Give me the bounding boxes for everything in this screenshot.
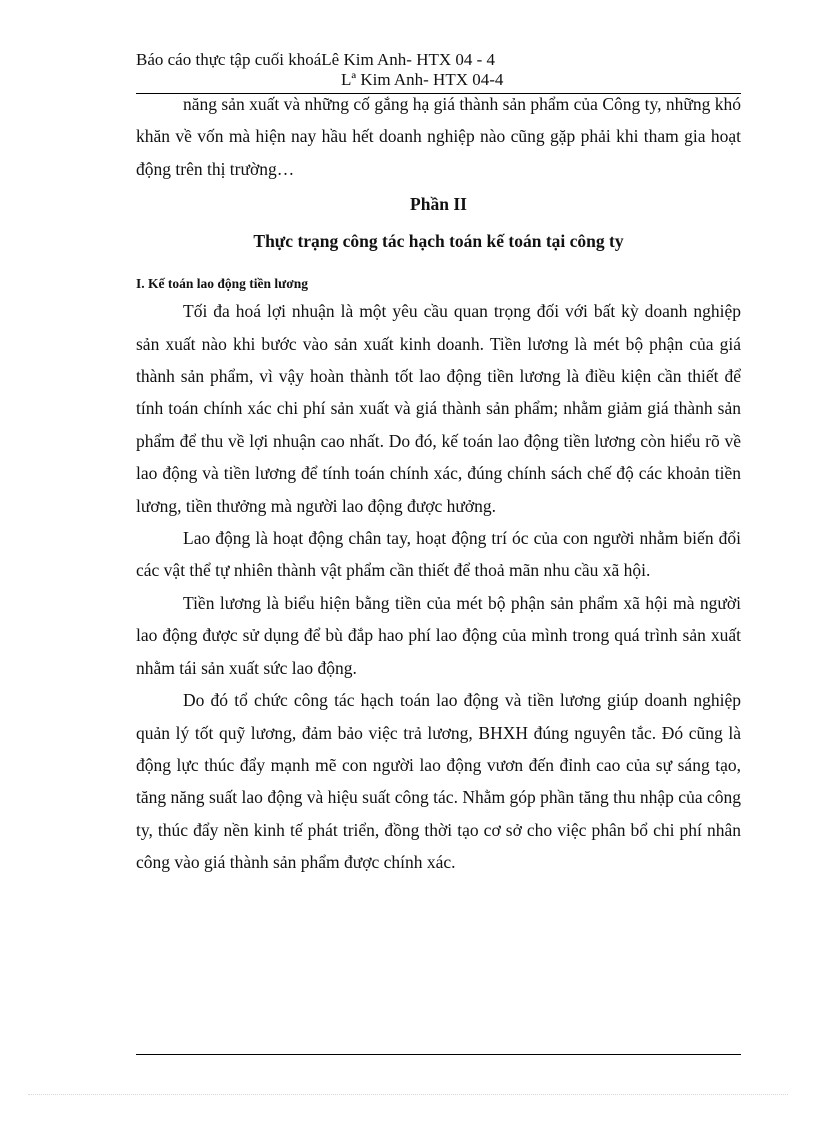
- body-paragraph: Tối đa hoá lợi nhuận là một yêu cầu quan trọng đối với bất kỳ doanh nghiệp sản xuất nào khi bước vào sản xuất kinh doanh. Tiền lương là mét bộ phận của giá thành sản phẩm, vì vậy hoàn thành tốt lao động tiền lương là điều kiện cần thiết để tính toán chính xác chi phí sản xuất và giá thành sản phẩm; nhằm giảm giá thành sản phẩm để thu về lợi nhuận cao nhất. Do đó, kế toán lao động tiền lương còn hiểu rõ về lao động và tiền lương để tính toán chính xác, đúng chính sách chế độ các khoản tiền lương, tiền thưởng mà người lao động được hưởng.: [136, 301, 741, 516]
- header-title: Báo cáo thực tập cuối khoáLê Kim Anh- HTX 04 - 4: [136, 50, 496, 69]
- page-boundary: [28, 1094, 788, 1095]
- page-header: [136, 50, 741, 90]
- body-paragraph: Lao động là hoạt động chân tay, hoạt động trí óc của con người nhằm biến đổi các vật thể tự nhiên thành vật phẩm cần thiết để thoả mãn nhu cầu xã hội.: [136, 528, 741, 581]
- footer-divider: [136, 1054, 741, 1055]
- document-body: [136, 88, 741, 879]
- section-heading: I. Kế toán lao động tiền lương: [136, 276, 308, 292]
- body-paragraph: Tiền lương là biểu hiện bằng tiền của mét bộ phận sản phẩm xã hội mà người lao động được sử dụng để bù đắp hao phí lao động của mình trong quá trình sản xuất nhằm tái sản xuất sức lao động.: [136, 592, 741, 678]
- part-title: Phần II: [410, 194, 467, 215]
- body-paragraph: Do đó tổ chức công tác hạch toán lao động và tiền lương giúp doanh nghiệp quản lý tốt quỹ lương, đảm bảo việc trả lương, BHXH đúng nguyên tắc. Đó cũng là động lực thúc đẩy mạnh mẽ con người lao động vươn đến đỉnh cao của sự sáng tạo, tăng năng suất lao động và hiệu suất công tác. Nhằm góp phần tăng thu nhập của công ty, thúc đẩy nền kinh tế phát triển, đồng thời tạo cơ sở cho việc phân bổ chi phí nhân công vào giá thành sản phẩm được chính xác.: [136, 690, 741, 873]
- continuation-paragraph: năng sản xuất và những cố gắng hạ giá thành sản phẩm của Công ty, những khó khăn về vốn mà hiện nay hầu hết doanh nghiệp nào cũng gặp phải khi tham gia hoạt động trên thị trường…: [136, 94, 741, 179]
- header-author: Lª Kim Anh- HTX 04-4: [341, 70, 504, 89]
- part-subtitle: Thực trạng công tác hạch toán kế toán tại công ty: [253, 231, 624, 252]
